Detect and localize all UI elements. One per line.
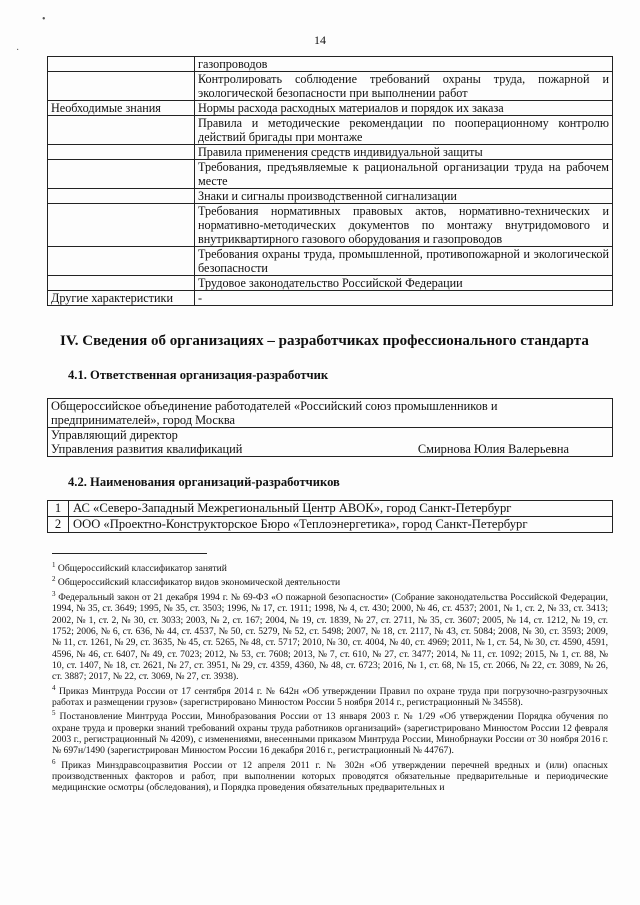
- footnote: [52, 574, 608, 588]
- row-label: [48, 72, 195, 101]
- table-row: [48, 160, 613, 189]
- table-row: [48, 291, 613, 306]
- row-label: [48, 145, 195, 160]
- footnote-number: 2: [52, 575, 56, 584]
- table-row: [48, 501, 613, 517]
- section-title: IV. Сведения об организациях – разработчиках профессионального стандарта: [60, 333, 589, 349]
- scan-mark: ·: [16, 45, 20, 56]
- responsible-org-signer: [48, 428, 613, 457]
- footnote: [52, 589, 608, 683]
- row-text: Требования охраны труда, промышленной, противопожарной и экологической безопасности: [195, 247, 613, 276]
- position-line-1: Управляющий директор: [51, 428, 178, 442]
- footnotes: [52, 560, 608, 794]
- footnote-text: Приказ Минтруда России от 17 сентября 2014 г. № 642н «Об утверждении Правил по охране труда при погрузочно-разгрузочных работах и размещении грузов» (зарегистрировано Минюстом России 5 ноября 2014 г., регистрационный № 34558).: [52, 685, 608, 709]
- row-text: газопроводов: [195, 57, 613, 72]
- page-number: 14: [314, 33, 326, 47]
- developer-number: 2: [48, 517, 69, 533]
- table-row: [48, 276, 613, 291]
- responsible-org-heading: 4.1. Ответственная организация-разработчик: [68, 368, 329, 382]
- table-row: [48, 72, 613, 101]
- table-row: [48, 57, 613, 72]
- row-text: Нормы расхода расходных материалов и порядок их заказа: [195, 101, 613, 116]
- footnote-number: 6: [52, 757, 56, 766]
- signer-name: Смирнова Юлия Валерьевна: [417, 442, 569, 456]
- developers-table: [47, 500, 613, 533]
- row-label: [48, 116, 195, 145]
- responsible-org-box: [47, 398, 613, 457]
- table-row: [48, 247, 613, 276]
- footnote-text: Общероссийский классификатор видов экономической деятельности: [57, 577, 341, 589]
- scan-mark: •: [42, 14, 46, 25]
- row-text: Требования, предъявляемые к рациональной организации труда на рабочем месте: [195, 160, 613, 189]
- row-label: [48, 276, 195, 291]
- row-label: [48, 204, 195, 247]
- table-row: [48, 101, 613, 116]
- footnote-text: Постановление Минтруда России, Минобразования России от 13 января 2003 г. № 1/29 «Об утверждении Порядка обучения по охране труда и проверки знаний требований охраны труда работников организаций» (зарегистрировано Минюстом России 12 февраля 2003 г., регистрационный № 4209), с изменениями, внесенными приказом Минтруда России, Минобрнауки России от 30 ноября 2016 г. № 697н/1490 (зарегистрирован Минюстом России 16 декабря 2016 г., регистрационный № 44767).: [52, 711, 608, 757]
- footnote-text: Федеральный закон от 21 декабря 1994 г. № 69-ФЗ «О пожарной безопасности» (Собрание законодательства Российской Федерации, 1994, № 35, ст. 3649; 1995, № 35, ст. 3503; 1996, № 17, ст. 1911; 1998, № 4, ст. 430; 2000, № 46, ст. 4537; 2001, № 1, ст. 2, № 33, ст. 3413; 2002, № 1, ст. 2, № 30, ст. 3033; 2003, № 2, ст. 167; 2004, № 19, ст. 1839, № 27, ст. 2711, № 35, ст. 3607; 2005, № 14, ст. 1212, № 19, ст. 1752; 2006, № 6, ст. 636, № 44, ст. 4537, № 50, ст. 5279, № 52, ст. 5498; 2007, № 18, ст. 2117, № 43, ст. 5084; 2008, № 30, ст. 3593; 2009, № 11, ст. 1261, № 29, ст. 3635, № 45, ст. 5265, № 48, ст. 5717; 2010, № 30, ст. 4004, № 40, ст. 4969; 2011, № 1, ст. 54, № 30, ст. 4590, 4591, 4596, № 46, ст. 6407, № 49, ст. 7023; 2012, № 53, ст. 7608; 2013, № 7, ст. 610, № 27, ст. 3477; 2014, № 11, ст. 1092; 2015, № 1, ст. 88, № 10, ст. 1407, № 18, ст. 2621, № 27, ст. 3951, № 29, ст. 4359, 4360, № 48, ст. 6723; 2016, № 1, ст. 68, № 15, ст. 2066, № 22, ст. 3089, № 26, ст. 3887; 2017, № 22, ст. 3069, № 27, ст. 3938).: [52, 592, 608, 683]
- developers-heading: 4.2. Наименования организаций-разработчиков: [68, 475, 340, 489]
- footnote-separator: [52, 553, 207, 554]
- row-text: Правила и методические рекомендации по пооперационному контролю действий бригады при монтаже: [195, 116, 613, 145]
- footnote-text: Общероссийский классификатор занятий: [57, 563, 227, 575]
- row-label: [48, 189, 195, 204]
- footnote-text: Приказ Минздравсоцразвития России от 12 апреля 2011 г. № 302н «Об утверждении перечней вредных и (или) опасных производственных факторов и работ, при выполнении которых проводятся обязательные предварительные и периодические медицинские осмотры (обследования), и Порядка проведения обязательных предварительных и: [52, 759, 608, 794]
- developer-name: АС «Северо-Западный Межрегиональный Центр АВОК», город Санкт-Петербург: [69, 501, 613, 517]
- row-label: [48, 160, 195, 189]
- table-row: [48, 145, 613, 160]
- row-text: Трудовое законодательство Российской Федерации: [195, 276, 613, 291]
- row-label: Другие характеристики: [48, 291, 195, 306]
- developer-name: ООО «Проектно-Конструкторское Бюро «Теплоэнергетика», город Санкт-Петербург: [69, 517, 613, 533]
- footnote-number: 5: [52, 709, 56, 718]
- skills-table: [47, 56, 613, 306]
- footnote-number: 1: [52, 561, 56, 569]
- developer-number: 1: [48, 501, 69, 517]
- table-row: [48, 116, 613, 145]
- responsible-org-name: Общероссийское объединение работодателей «Российский союз промышленников и предпринимателей», город Москва: [48, 399, 613, 428]
- footnote-number: 4: [52, 683, 56, 692]
- table-row: [48, 517, 613, 533]
- row-label: [48, 57, 195, 72]
- table-row: [48, 204, 613, 247]
- row-text: Требования нормативных правовых актов, нормативно-технических и нормативно-методических документов по монтажу внутридомового и внутриквартирного газового оборудования и газопроводов: [195, 204, 613, 247]
- row-text: Правила применения средств индивидуальной защиты: [195, 145, 613, 160]
- footnote: [52, 560, 608, 574]
- table-row: [48, 189, 613, 204]
- footnote: [52, 757, 608, 794]
- row-label: Необходимые знания: [48, 101, 195, 116]
- position-line-2: Управления развития квалификаций: [51, 442, 243, 456]
- row-label: [48, 247, 195, 276]
- footnote-number: 3: [52, 589, 56, 598]
- footnote: [52, 683, 608, 709]
- row-text: -: [195, 291, 613, 306]
- row-text: Знаки и сигналы производственной сигнализации: [195, 189, 613, 204]
- footnote: [52, 708, 608, 756]
- row-text: Контролировать соблюдение требований охраны труда, пожарной и экологической безопасности при выполнении работ: [195, 72, 613, 101]
